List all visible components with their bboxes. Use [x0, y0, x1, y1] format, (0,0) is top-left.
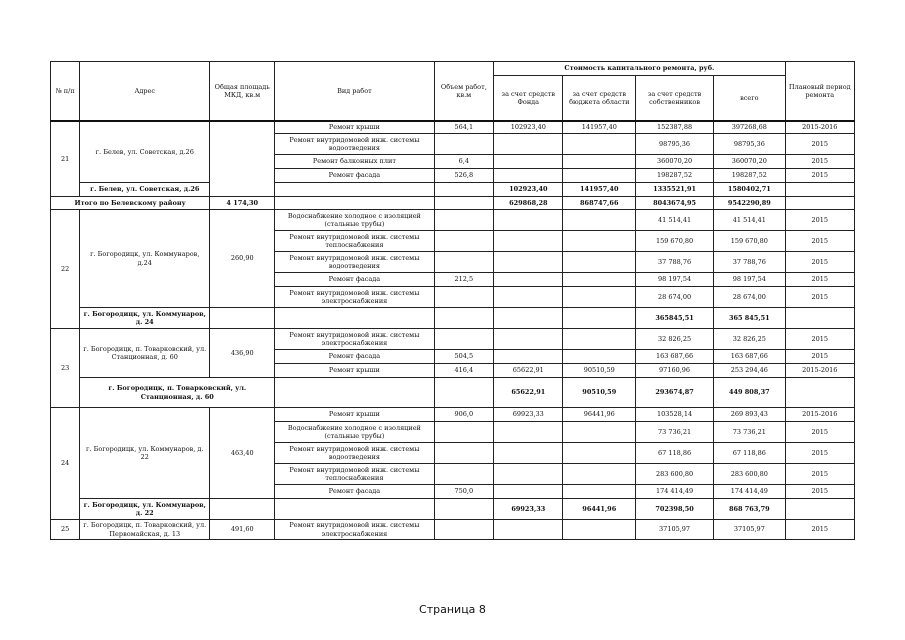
- cost-fund: 69923,33: [494, 408, 563, 422]
- cost-owners: 702398,50: [636, 499, 714, 520]
- cost-owners: 163 687,66: [636, 350, 714, 364]
- cost-owners: 159 670,80: [636, 231, 714, 252]
- row-address: г. Богородицк, п. Товарковский, ул. Первомайская, д. 13: [80, 520, 210, 540]
- cost-owners: 174 414,49: [636, 485, 714, 499]
- repair-period: 2015-2016: [785, 408, 854, 422]
- district-area: 4 174,30: [210, 197, 275, 210]
- work-type: Ремонт фасада: [275, 169, 434, 183]
- subtotal-label: г. Богородицк, ул. Коммунаров, д. 24: [80, 308, 210, 329]
- row-number: 23: [51, 329, 80, 408]
- work-type: Ремонт внутридомовой инж. системы электроснабжения: [275, 329, 434, 350]
- cost-region: [563, 169, 636, 183]
- row-area: [210, 121, 275, 197]
- col-volume: Объем работ, кв.м: [434, 62, 494, 121]
- work-type: Ремонт внутридомовой инж. системы водоотведения: [275, 134, 434, 155]
- repair-period: 2015: [785, 155, 854, 169]
- subtotal-label: г. Богородицк, ул. Коммунаров, д. 22: [80, 499, 210, 520]
- subtotal-row: [51, 499, 855, 520]
- cost-owners: 37 788,76: [636, 252, 714, 273]
- row-number: 24: [51, 408, 80, 520]
- work-type: Водоснабжение холодное с изоляцией (стальные трубы): [275, 422, 434, 443]
- cost-total: 41 514,41: [714, 210, 786, 231]
- cost-fund: 102923,40: [494, 121, 563, 134]
- cost-fund: 102923,40: [494, 183, 563, 197]
- repair-period: 2015: [785, 169, 854, 183]
- work-type: Ремонт крыши: [275, 121, 434, 134]
- cost-total: 159 670,80: [714, 231, 786, 252]
- repair-table: [50, 61, 855, 540]
- cost-owners: 32 826,25: [636, 329, 714, 350]
- cost-total: 253 294,46: [714, 364, 786, 378]
- repair-period: 2015: [785, 443, 854, 464]
- work-volume: 564,1: [434, 121, 494, 134]
- cost-region: 96441,96: [563, 499, 636, 520]
- subtotal-row: [51, 378, 855, 408]
- cost-owners: 365845,51: [636, 308, 714, 329]
- cost-owners: 360070,20: [636, 155, 714, 169]
- col-period: Плановый период ремонта: [785, 62, 854, 121]
- district-total-label: Итого по Белевскому району: [51, 197, 210, 210]
- cost-region: [563, 134, 636, 155]
- row-area: 436,90: [210, 329, 275, 378]
- work-type: Ремонт внутридомовой инж. системы водоотведения: [275, 252, 434, 273]
- work-type: Ремонт внутридомовой инж. системы теплоснабжения: [275, 464, 434, 485]
- col-cost-group: Стоимость капитального ремонта, руб.: [494, 62, 785, 76]
- cost-region: 90510,59: [563, 364, 636, 378]
- cost-total: 163 687,66: [714, 350, 786, 364]
- cost-total: 9542290,89: [714, 197, 786, 210]
- district-total-row: [51, 197, 855, 210]
- subtotal-label: г. Белев, ул. Советская, д.26: [80, 183, 210, 197]
- work-type: Ремонт внутридомовой инж. системы электроснабжения: [275, 287, 434, 308]
- repair-period: 2015: [785, 252, 854, 273]
- cost-region: [563, 155, 636, 169]
- work-type: Ремонт балконных плит: [275, 155, 434, 169]
- cost-fund: [494, 155, 563, 169]
- cost-total: 283 600,80: [714, 464, 786, 485]
- cost-owners: 67 118,86: [636, 443, 714, 464]
- cost-region: 141957,40: [563, 121, 636, 134]
- work-volume: [434, 134, 494, 155]
- cost-fund: 65622,91: [494, 364, 563, 378]
- cost-total: 449 808,37: [714, 378, 786, 408]
- repair-period: 2015: [785, 134, 854, 155]
- cost-owners: 198287,52: [636, 169, 714, 183]
- work-volume: 504,5: [434, 350, 494, 364]
- cost-owners: 283 600,80: [636, 464, 714, 485]
- cost-total: 67 118,86: [714, 443, 786, 464]
- cost-owners: 73 736,21: [636, 422, 714, 443]
- table-row: [51, 210, 855, 231]
- cost-total: 397268,68: [714, 121, 786, 134]
- col-fund: за счет средств Фонда: [494, 76, 563, 121]
- row-number: 21: [51, 121, 80, 197]
- cost-owners: 98 197,54: [636, 273, 714, 287]
- col-num: № п/п: [51, 62, 80, 121]
- subtotal-row: [51, 308, 855, 329]
- repair-period: 2015: [785, 273, 854, 287]
- work-type: Ремонт крыши: [275, 364, 434, 378]
- cost-owners: 98795,36: [636, 134, 714, 155]
- col-area: Общая площадь МКД, кв.м: [210, 62, 275, 121]
- cost-fund: 65622,91: [494, 378, 563, 408]
- work-volume: 906,0: [434, 408, 494, 422]
- repair-period: 2015: [785, 231, 854, 252]
- cost-owners: 97160,96: [636, 364, 714, 378]
- cost-region: 96441,96: [563, 408, 636, 422]
- cost-total: 365 845,51: [714, 308, 786, 329]
- cost-owners: 41 514,41: [636, 210, 714, 231]
- page-number: Страница 8: [419, 603, 486, 616]
- row-area: 260,90: [210, 210, 275, 308]
- repair-period: 2015: [785, 520, 854, 540]
- cost-total: 269 893,43: [714, 408, 786, 422]
- subtotal-label: г. Богородицк, п. Товарковский, ул. Станционная, д. 60: [80, 378, 275, 408]
- row-address: г. Богородицк, ул. Коммунаров, д.24: [80, 210, 210, 308]
- subtotal-row: [51, 183, 855, 197]
- work-volume: 750,0: [434, 485, 494, 499]
- cost-total: 868 763,79: [714, 499, 786, 520]
- repair-period: 2015: [785, 350, 854, 364]
- cost-owners: 152387,88: [636, 121, 714, 134]
- work-type: Ремонт внутридомовой инж. системы водоотведения: [275, 443, 434, 464]
- table-row: [51, 121, 855, 134]
- cost-total: 37 788,76: [714, 252, 786, 273]
- cost-total: 198287,52: [714, 169, 786, 183]
- cost-fund: 69923,33: [494, 499, 563, 520]
- cost-fund: [494, 169, 563, 183]
- work-type: Ремонт внутридомовой инж. системы электроснабжения: [275, 520, 434, 540]
- row-area: 491,60: [210, 520, 275, 540]
- cost-fund: [494, 134, 563, 155]
- work-type: Ремонт фасада: [275, 485, 434, 499]
- cost-region: 90510,59: [563, 378, 636, 408]
- cost-total: 98 197,54: [714, 273, 786, 287]
- work-type: Водоснабжение холодное с изоляцией (стальные трубы): [275, 210, 434, 231]
- repair-period: 2015: [785, 422, 854, 443]
- work-type: Ремонт внутридомовой инж. системы теплоснабжения: [275, 231, 434, 252]
- row-address: г. Богородицк, ул. Коммунаров, д. 22: [80, 408, 210, 499]
- cost-total: 98795,36: [714, 134, 786, 155]
- repair-period: 2015: [785, 210, 854, 231]
- row-number: 25: [51, 520, 80, 540]
- col-owners: за счет средств собственников: [636, 76, 714, 121]
- work-type: Ремонт фасада: [275, 350, 434, 364]
- cost-owners: 37105,97: [636, 520, 714, 540]
- cost-total: 360070,20: [714, 155, 786, 169]
- work-type: Ремонт фасада: [275, 273, 434, 287]
- cost-owners: 103528,14: [636, 408, 714, 422]
- cost-region: 868747,66: [563, 197, 636, 210]
- row-area: 463,40: [210, 408, 275, 499]
- repair-period: 2015: [785, 287, 854, 308]
- cost-total: 37105,97: [714, 520, 786, 540]
- row-number: 22: [51, 210, 80, 329]
- cost-total: 32 826,25: [714, 329, 786, 350]
- cost-owners: 28 674,00: [636, 287, 714, 308]
- col-address: Адрес: [80, 62, 210, 121]
- work-volume: 6,4: [434, 155, 494, 169]
- row-address: г. Белев, ул. Советская, д.26: [80, 121, 210, 183]
- repair-period: 2015: [785, 464, 854, 485]
- work-volume: 212,5: [434, 273, 494, 287]
- table-row: [51, 329, 855, 350]
- cost-total: 174 414,49: [714, 485, 786, 499]
- repair-period: 2015-2016: [785, 364, 854, 378]
- work-volume: 416,4: [434, 364, 494, 378]
- row-address: г. Богородицк, п. Товарковский, ул. Станционная, д. 60: [80, 329, 210, 378]
- table-row: [51, 520, 855, 540]
- cost-owners: 8043674,95: [636, 197, 714, 210]
- col-total: всего: [714, 76, 786, 121]
- col-region: за счет средств бюджета области: [563, 76, 636, 121]
- work-volume: 526,8: [434, 169, 494, 183]
- cost-region: 141957,40: [563, 183, 636, 197]
- repair-period: 2015: [785, 485, 854, 499]
- table-row: [51, 408, 855, 422]
- work-type: Ремонт крыши: [275, 408, 434, 422]
- cost-total: 28 674,00: [714, 287, 786, 308]
- cost-owners: 293674,87: [636, 378, 714, 408]
- col-work: Вид работ: [275, 62, 434, 121]
- cost-fund: 629868,28: [494, 197, 563, 210]
- cost-total: 73 736,21: [714, 422, 786, 443]
- repair-period: 2015: [785, 329, 854, 350]
- cost-owners: 1335521,91: [636, 183, 714, 197]
- repair-period: 2015-2016: [785, 121, 854, 134]
- cost-total: 1580402,71: [714, 183, 786, 197]
